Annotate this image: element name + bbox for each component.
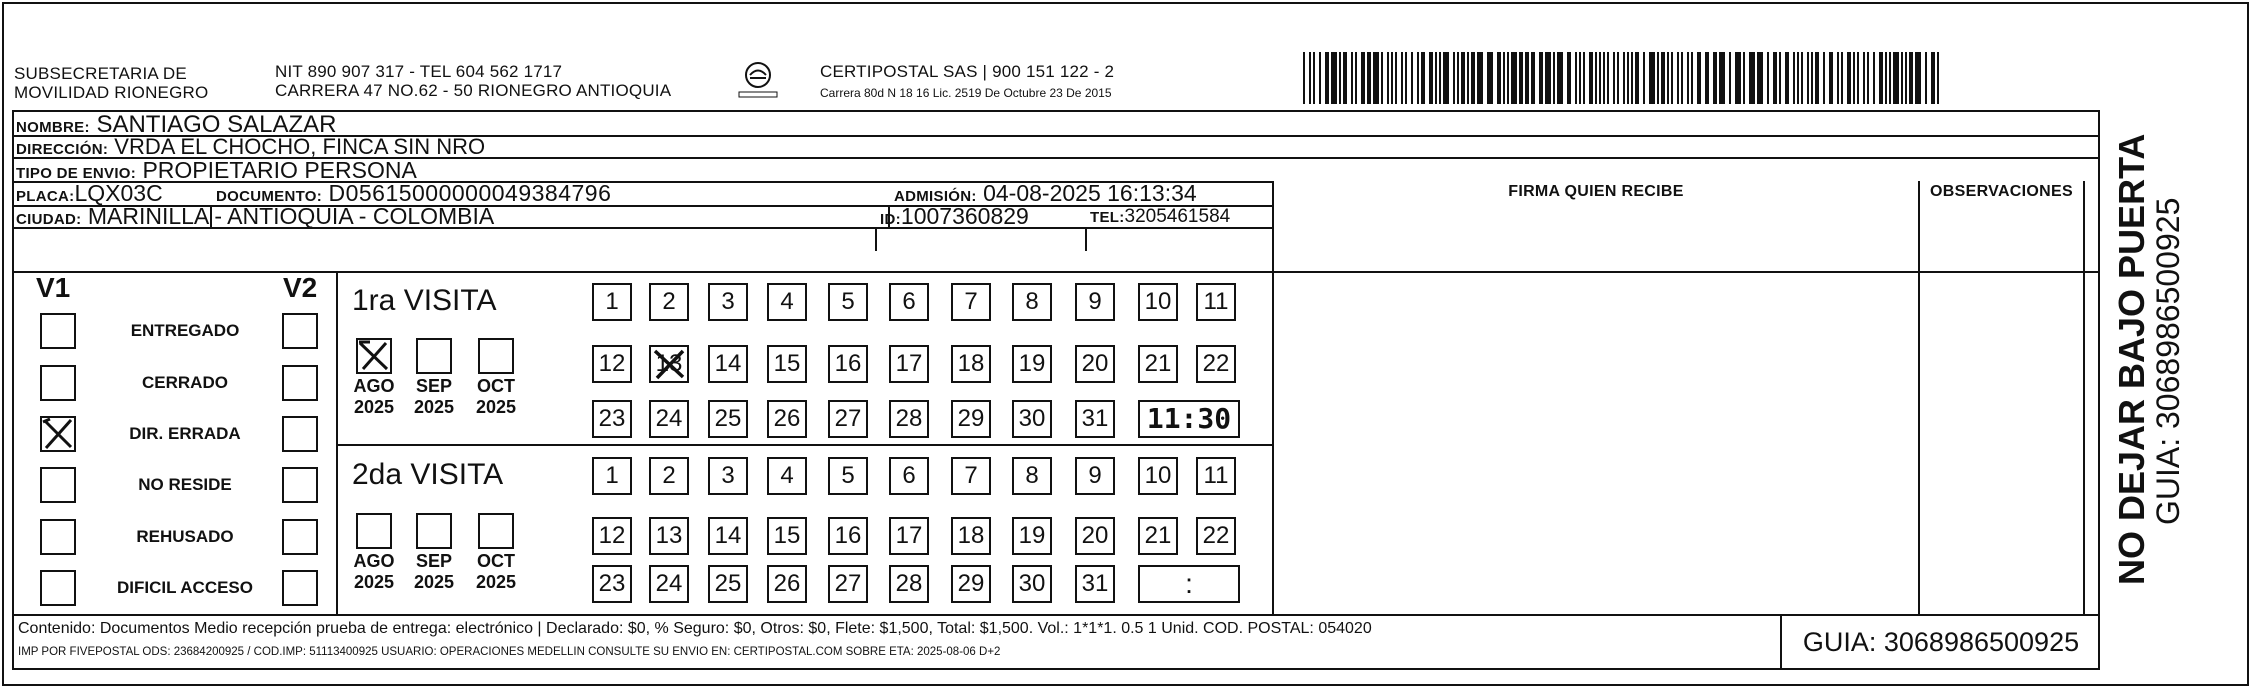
day-box[interactable]: 28 [889,400,929,438]
day-box[interactable]: 25 [708,400,748,438]
day-box[interactable]: 15 [767,517,807,555]
month-checkbox[interactable] [478,513,514,549]
tipo-label: TIPO DE ENVIO: [16,165,137,182]
day-box[interactable]: 19 [1012,345,1052,383]
day-box[interactable]: 8 [1012,457,1052,495]
day-box[interactable]: 9 [1075,283,1115,321]
day-box[interactable]: 11 [1196,283,1236,321]
month-label: AGO 2025 [353,376,395,417]
id-value: 1007360829 [900,203,1029,229]
v1-label: V1 [36,272,71,303]
day-box[interactable]: 18 [951,345,991,383]
footer-guia: GUIA: 3068986500925 [1802,627,2080,657]
admision-label: ADMISIÓN: [894,188,977,205]
v1-checkbox[interactable] [40,467,76,503]
day-box[interactable]: 23 [592,400,632,438]
day-box[interactable]: 26 [767,565,807,603]
side-warning: NO DEJAR BAJO PUERTA [2111,133,2152,585]
id-field [880,205,1029,231]
direccion-label: DIRECCIÓN: [16,141,109,158]
day-box[interactable]: 1 [592,457,632,495]
placa-value: LQX03C [74,180,163,206]
time-box[interactable]: 11:30 [1138,400,1240,438]
day-box[interactable]: 2 [649,283,689,321]
tel-label: TEL: [1090,209,1125,226]
day-box[interactable]: 5 [828,283,868,321]
status-label: REHUSADO [136,527,234,546]
day-box[interactable]: 31 [1075,400,1115,438]
time-box[interactable]: : [1138,565,1240,603]
v2-label: V2 [283,272,318,303]
observaciones-header: OBSERVACIONES [1930,183,2073,200]
month-checkbox[interactable] [478,338,514,374]
day-box[interactable]: 5 [828,457,868,495]
day-box[interactable]: 24 [649,565,689,603]
day-box[interactable]: 21 [1138,517,1178,555]
day-box[interactable]: 13 [649,517,689,555]
admision-value: 04-08-2025 16:13:34 [983,180,1197,206]
status-label: NO RESIDE [138,475,232,494]
documento-label: DOCUMENTO: [216,188,323,205]
day-box[interactable]: 23 [592,565,632,603]
day-box[interactable]: 24 [649,400,689,438]
footer-contenido: Contenido: Documentos Medio recepción prueba de entrega: electrónico | Declarado: $0, % Seguro: $0, Otros: $0, Flete: $1,500, Total: $1,500. Vol.: 1*1*1. 0.5 1 Unid. COD. POSTAL: 054020 [18,620,1372,637]
day-box[interactable]: 30 [1012,400,1052,438]
nombre-value: SANTIAGO SALAZAR [96,111,337,138]
footer-imp: IMP POR FIVEPOSTAL ODS: 23684200925 / COD.IMP: 51113400925 USUARIO: OPERACIONES MEDELLIN CONSULTE SU ENVIO EN: CERTIPOSTAL.COM SOBRE ETA: 2025-08-06 D+2 [18,646,1001,658]
day-box[interactable]: 10 [1138,457,1178,495]
month-checkbox[interactable] [356,513,392,549]
day-box[interactable]: 16 [828,517,868,555]
status-label: ENTREGADO [130,321,240,340]
month-label: OCT 2025 [475,376,517,417]
nit-line-1: NIT 890 907 317 - TEL 604 562 1717 [275,62,563,81]
v1-checkbox[interactable] [40,313,76,349]
v2-checkbox[interactable] [282,416,318,452]
day-box[interactable]: 27 [828,565,868,603]
ciudad-value: MARINILLA - ANTIOQUIA - COLOMBIA [87,203,495,229]
visit-title: 1ra VISITA [352,284,497,317]
day-box[interactable]: 2 [649,457,689,495]
month-checkbox[interactable] [356,338,392,374]
id-label: ID: [880,211,901,228]
carrier-line-2: Carrera 80d N 18 16 Lic. 2519 De Octubre 23 De 2015 [820,86,1112,100]
day-box[interactable]: 12 [592,517,632,555]
day-box[interactable]: 28 [889,565,929,603]
day-box[interactable]: 7 [951,457,991,495]
day-box[interactable]: 20 [1075,517,1115,555]
day-box[interactable]: 30 [1012,565,1052,603]
certipostal-logo-icon [735,58,781,102]
nombre-label: NOMBRE: [16,119,90,136]
day-box[interactable]: 22 [1196,345,1236,383]
org-line-1: SUBSECRETARIA DE [14,64,187,83]
month-checkbox[interactable] [416,513,452,549]
ciudad-label: CIUDAD: [16,211,82,228]
day-box[interactable]: 27 [828,400,868,438]
day-box[interactable]: 12 [592,345,632,383]
day-box[interactable]: 4 [767,283,807,321]
day-box[interactable]: 14 [708,345,748,383]
day-box[interactable]: 6 [889,283,929,321]
carrier-line-1: CERTIPOSTAL SAS | 900 151 122 - 2 [820,62,1115,81]
month-label: OCT 2025 [475,551,517,592]
day-box[interactable]: 26 [767,400,807,438]
day-box[interactable]: 29 [951,565,991,603]
v2-checkbox[interactable] [282,313,318,349]
day-box[interactable]: 25 [708,565,748,603]
v1-checkbox[interactable] [40,570,76,606]
tel-value: 3205461584 [1124,206,1231,227]
day-box[interactable]: 11 [1196,457,1236,495]
day-box[interactable]: 31 [1075,565,1115,603]
status-label: DIR. ERRADA [129,424,241,443]
ciudad-field [16,205,494,231]
day-box[interactable]: 6 [889,457,929,495]
visit-title: 2da VISITA [352,458,504,491]
day-box[interactable]: 18 [951,517,991,555]
barcode [1303,52,1943,104]
nit-line-2: CARRERA 47 NO.62 - 50 RIONEGRO ANTIOQUIA [275,81,672,100]
bottom-rule [290,684,1400,686]
month-label: SEP 2025 [413,376,455,417]
day-box[interactable]: 1 [592,283,632,321]
month-checkbox[interactable] [416,338,452,374]
day-box[interactable]: 13 [649,345,689,383]
placa-label: PLACA: [16,188,75,205]
v1-checkbox[interactable] [40,416,76,452]
firma-header: FIRMA QUIEN RECIBE [1508,183,1684,200]
day-box[interactable]: 3 [708,283,748,321]
month-label: AGO 2025 [353,551,395,592]
side-guia: GUIA: 3068986500925 [2150,197,2186,525]
v1-checkbox[interactable] [40,519,76,555]
day-box[interactable]: 8 [1012,283,1052,321]
v2-checkbox[interactable] [282,519,318,555]
day-box[interactable]: 14 [708,517,748,555]
status-label: DIFICIL ACCESO [116,578,253,597]
day-box[interactable]: 16 [828,345,868,383]
day-box[interactable]: 4 [767,457,807,495]
v2-checkbox[interactable] [282,570,318,606]
status-label: CERRADO [142,373,228,392]
day-box[interactable]: 22 [1196,517,1236,555]
day-box[interactable]: 17 [889,517,929,555]
v2-checkbox[interactable] [282,467,318,503]
v1-checkbox[interactable] [40,365,76,401]
day-box[interactable]: 20 [1075,345,1115,383]
day-box[interactable]: 15 [767,345,807,383]
day-box[interactable]: 29 [951,400,991,438]
day-box[interactable]: 10 [1138,283,1178,321]
month-label: SEP 2025 [413,551,455,592]
day-box[interactable]: 19 [1012,517,1052,555]
org-line-2: MOVILIDAD RIONEGRO [14,83,209,102]
documento-value: D05615000000049384796 [328,180,612,206]
v2-checkbox[interactable] [282,365,318,401]
day-box[interactable]: 7 [951,283,991,321]
tipo-value: PROPIETARIO PERSONA [142,157,417,183]
tel-field [1090,205,1230,229]
day-box[interactable]: 21 [1138,345,1178,383]
day-box[interactable]: 17 [889,345,929,383]
day-box[interactable]: 9 [1075,457,1115,495]
direccion-value: VRDA EL CHOCHO, FINCA SIN NRO [114,134,486,159]
day-box[interactable]: 3 [708,457,748,495]
